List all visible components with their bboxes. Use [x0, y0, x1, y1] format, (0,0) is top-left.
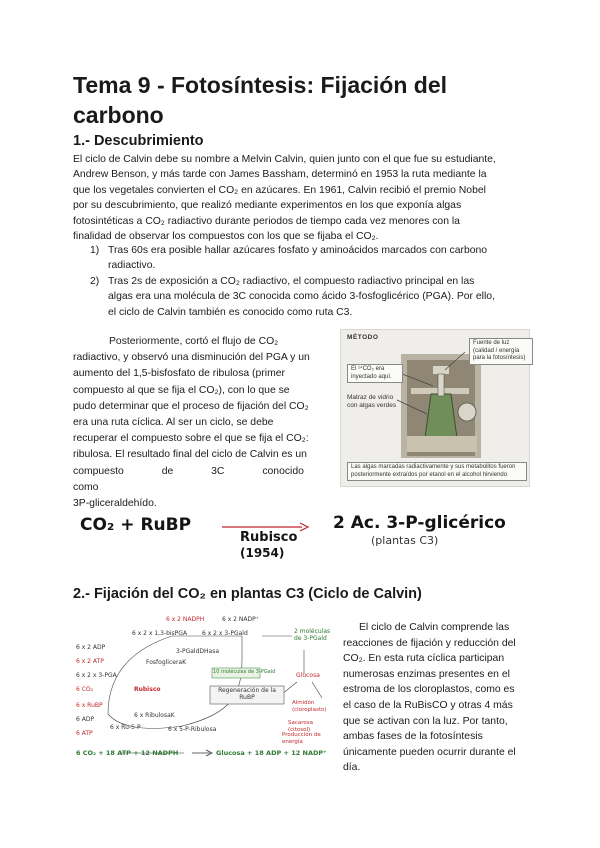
text-line: que los vegetales convierten el CO₂ en azúcares. En 1961, Calvin recibió el premio Nobel — [73, 184, 486, 196]
algae-flask-label: Matraz de vidrio con algas verdes — [347, 394, 397, 409]
text-line: por su descubrimiento, que realizó mediante experimentos en los que exponía algas — [73, 200, 462, 212]
diagram-label: 6 x 2 NADPH — [166, 616, 205, 623]
diagram-label: 6 x 5-P-Ribulosa — [168, 726, 217, 733]
diagram-label: 3-PGaldDHasa — [176, 648, 220, 655]
rubisco-enzyme-label: Rubisco — [240, 530, 298, 545]
light-source-label: Fuente de luz (calidad / energía para la fotosíntesis) — [469, 338, 533, 365]
figure-caption: Las algas marcadas radiactivamente y sus metabolitos fueron posteriormente extraídos por etanol en el alcohol hirviendo — [347, 462, 527, 481]
text-line: Andrew Benson, y más tarde con James Bassham, determinó en 1953 la ruta mediante la — [73, 169, 487, 181]
list-item-number: 1) — [90, 245, 100, 256]
text-line: aumento del 1,5-bisfosfato de ribulosa (primer — [73, 368, 285, 380]
text-line: el caso de la RuBisCO y otras 4 más — [343, 699, 513, 711]
diagram-label: 6 x 2 ADP — [76, 644, 106, 651]
text-line: compuesto de 3C conocido como — [73, 465, 304, 493]
figure-heading: MÉTODO — [347, 334, 379, 341]
co2-injection-label: El ¹⁴CO₂ era inyectado aquí. — [347, 364, 403, 383]
text-line: numerosas enzimas presentes en el — [343, 668, 510, 680]
calvin-cycle-diagram — [72, 614, 334, 774]
section-heading-descubrimiento: 1.- Descubrimiento — [73, 133, 204, 149]
diagram-label: 6 ADP — [76, 716, 95, 723]
text-line: pudo determinar que el proceso de fijación del CO₂ — [73, 400, 309, 412]
diagram-label: Producción de energía — [282, 732, 321, 745]
text-line: radiactivo, y observó una disminución del PGA y un — [73, 352, 310, 364]
text-line: fotosintéticas a CO₂ radiactivo durante periodos de tiempo cada vez menores con la — [73, 215, 460, 227]
text-line: estroma de los cloroplastos, como es — [343, 684, 515, 696]
diagram-label: 6 x RibulosaK — [134, 712, 175, 719]
text-line: día. — [343, 762, 361, 774]
diagram-label: 2 moléculas de 3-PGald — [294, 628, 331, 642]
section-heading-fijacion: 2.- Fijación del CO₂ en plantas C3 (Ciclo de Calvin) — [73, 586, 422, 602]
text-line: El ciclo de Calvin comprende las — [359, 622, 510, 633]
text-line: Posteriormente, cortó el flujo de CO₂ — [109, 336, 279, 347]
diagram-label: Sacarosa (citosol) — [288, 720, 313, 733]
list-item — [73, 243, 543, 274]
diagram-label: 6 x 2 x 3-PGA — [76, 672, 117, 679]
text-line: únicamente pueden ocurrir durante el — [343, 746, 516, 758]
text-line: Tras 2s de exposición a CO₂ radiactivo, el compuesto radiactivo principal en las — [108, 275, 475, 287]
calvin-cycle-paragraph — [343, 620, 543, 776]
equation-reactants: CO₂ + RuBP — [80, 515, 192, 535]
page-title: Tema 9 - Fotosíntesis: Fijación del carbono — [73, 72, 448, 128]
calvin-experiment-figure — [340, 329, 530, 487]
text-line: radiactivo. — [108, 260, 156, 272]
valve — [458, 403, 476, 421]
text-line: ambas fases de la fotosíntesis — [343, 731, 483, 743]
diagram-label: 6 x 2 NADP⁺ — [222, 616, 259, 623]
bench — [407, 436, 477, 452]
summary-reactants: 6 CO₂ + 18 ATP + 12 NADPH — [76, 749, 179, 757]
diagram-label: 6 x 2 ATP — [76, 658, 104, 665]
radioactive-flow-paragraph — [73, 334, 327, 512]
text-line: ribulosa. El resultado final del ciclo de Calvin es un — [73, 449, 307, 461]
flask-with-algae — [425, 394, 457, 438]
text-line: recuperar el compuesto sobre el que se fija el CO₂: — [73, 433, 309, 445]
diagram-label: 6 x Ru-5-P — [110, 724, 141, 731]
discovery-year: (1954) — [240, 546, 285, 560]
text-line: era una ruta cíclica. Al ser un ciclo, se debe — [73, 417, 274, 429]
intro-paragraph — [73, 152, 543, 244]
diagram-label: Almidón (cloroplasto) — [292, 700, 327, 713]
cycle-arc — [108, 636, 172, 714]
diagram-label: 6 x RuBP — [76, 702, 103, 709]
text-line: el ciclo de Calvin también es conocido como ruta C3. — [108, 306, 353, 318]
text-line: El ciclo de Calvin debe su nombre a Melvin Calvin, quien junto con el que fue su estudiante, — [73, 154, 496, 165]
diagram-label: Regeneración de la RuBP — [218, 687, 276, 701]
diagram-label: 10 moléculas de 3-PGald — [213, 669, 276, 675]
diagram-label: 6 CO₂ — [76, 686, 94, 693]
diagram-label: 6 x 2 x 1,3-bisPGA — [132, 630, 188, 637]
diagram-label: Glucosa — [296, 672, 320, 679]
text-line: reacciones de fijación y reducción del — [343, 637, 516, 649]
text-line: finalidad de observar los compuestos con los que se fijaba el CO₂. — [73, 231, 379, 243]
experiment-list — [73, 243, 543, 320]
text-line: algas era una molécula de 3C conocida como ácido 3-fosfoglicérico (PGA). Por ello, — [108, 291, 495, 303]
diagram-label: Rubisco — [134, 686, 161, 693]
plant-type-note: (plantas C3) — [371, 534, 439, 547]
text-line: 3P-gliceraldehído. — [73, 498, 157, 510]
lamp-shape — [433, 366, 449, 374]
equation-products: 2 Ac. 3-P-glicérico — [333, 513, 506, 533]
diagram-label: FosfogliceraK — [146, 659, 187, 666]
diagram-label: 6 x 2 x 3-PGald — [202, 630, 248, 637]
cycle-arc — [312, 682, 322, 698]
text-line: compuesto al que se fija el CO₂), con lo que se — [73, 384, 290, 396]
list-item — [73, 274, 543, 320]
text-line: CO₂. En esta ruta cíclica participan — [343, 653, 505, 665]
text-line: que se activan con la luz. Por tanto, — [343, 715, 508, 727]
text-line: Tras 60s era posible hallar azúcares fosfato y aminoácidos marcados con carbono — [108, 245, 488, 256]
list-item-number: 2) — [90, 275, 100, 287]
flask-neck — [438, 374, 444, 396]
summary-products: Glucosa + 18 ADP + 12 NADP⁺ — [216, 749, 327, 757]
diagram-label: 6 ATP — [76, 730, 93, 737]
